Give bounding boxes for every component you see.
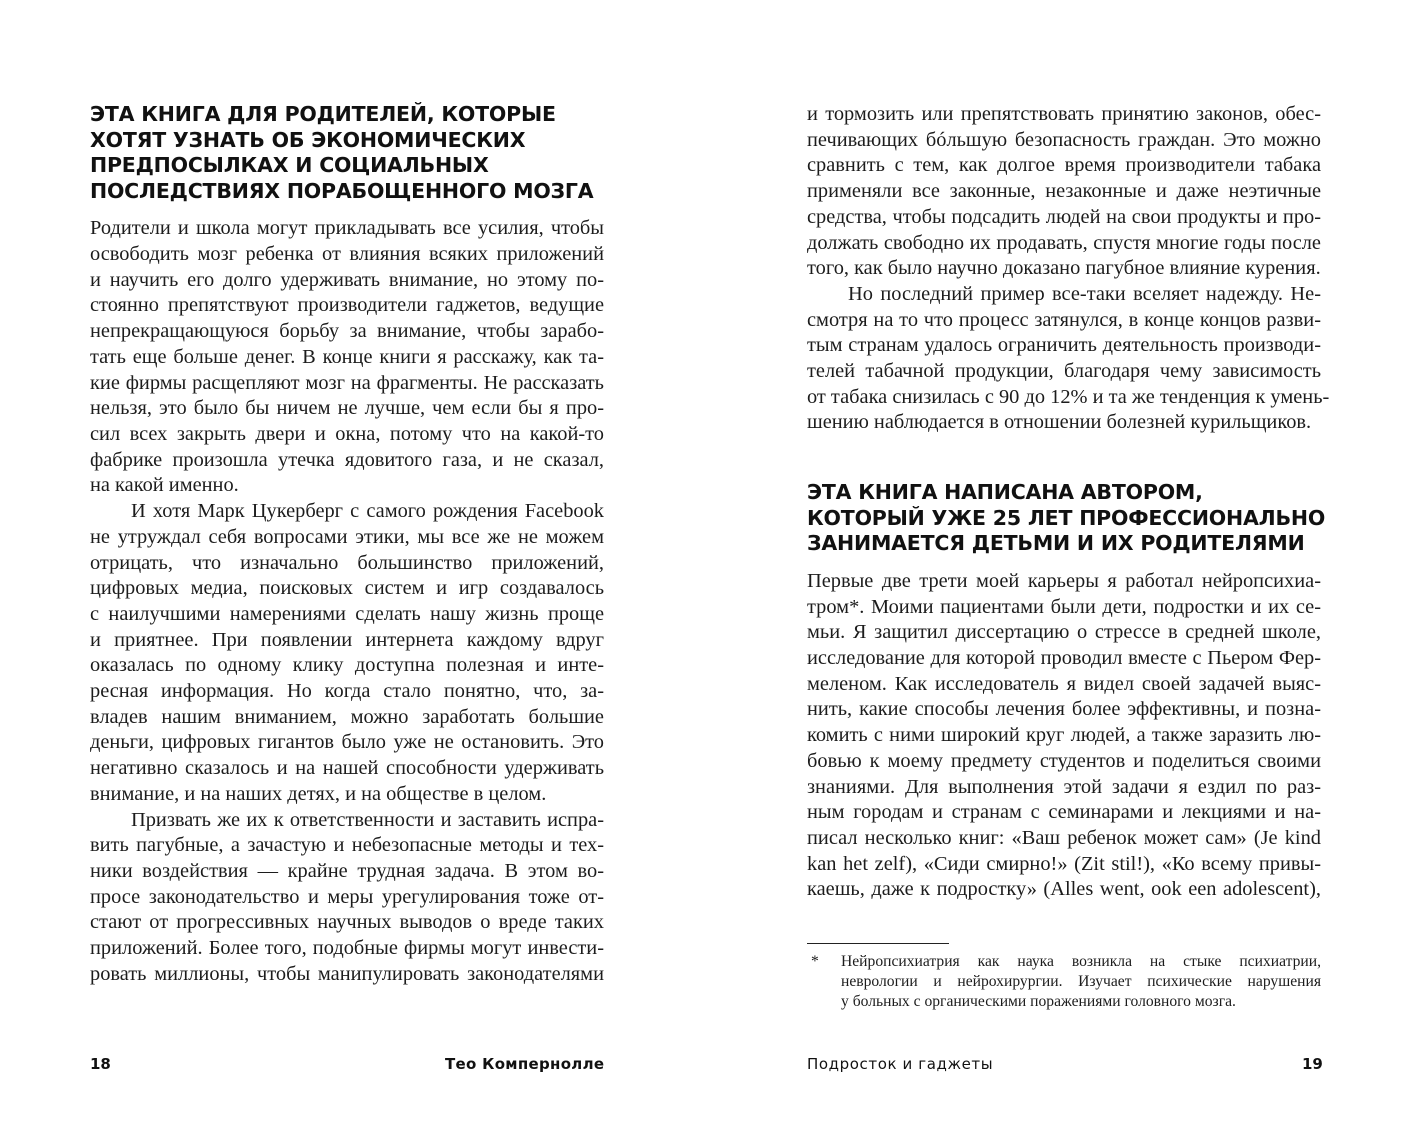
page-number: 19 bbox=[1302, 1055, 1323, 1073]
text-line: от табака снизилась с 90 до 12% и та же тенденция к умень- bbox=[807, 385, 1330, 408]
text-line: приложений. Более того, подобные фирмы могут инвести- bbox=[90, 937, 604, 960]
text-line: сил всех закрыть двери и окна, потому что на какой-то bbox=[90, 423, 604, 445]
text-line: kan het zelf), «Сиди смирно!» (Zit stil!), «Ко всему привы- bbox=[807, 852, 1321, 875]
text-line: на какой именно. bbox=[90, 474, 239, 497]
text-line: фабрике произошла утечка ядовитого газа, и не сказал, bbox=[90, 448, 604, 471]
footnote-line: Нейропсихиатрия как наука возникла на стыке психиатрии, bbox=[841, 953, 1321, 970]
text-line: каешь, даже к подростку» (Alles went, ook een adolescent), bbox=[807, 878, 1321, 901]
text-line: печивающих бóльшую безопасность граждан. Это можно bbox=[807, 128, 1321, 151]
heading-line: ПОСЛЕДСТВИЯХ ПОРАБОЩЕННОГО МОЗГА bbox=[90, 178, 594, 203]
paragraph bbox=[807, 282, 1330, 436]
text-line: Призвать же их к ответственности и заставить испра- bbox=[131, 808, 604, 831]
paragraph bbox=[90, 499, 604, 807]
text-line: стоянно препятствуют производители гаджетов, ведущие bbox=[90, 294, 604, 317]
text-line: нить, какие способы лечения более эффективны, и позна- bbox=[807, 698, 1321, 721]
right-text-column bbox=[807, 102, 1330, 903]
text-line: тром*. Моими пациентами были дети, подростки и их се- bbox=[807, 595, 1321, 618]
text-line: средства, чтобы подсадить людей на свои продукты и про- bbox=[807, 205, 1321, 228]
running-head-author: Тео Компернолле bbox=[445, 1055, 605, 1073]
text-line: знаниями. Для выполнения этой задачи я ездил по раз- bbox=[807, 775, 1321, 798]
text-line: нельзя, это было бы ничем не лучше, чем если бы я про- bbox=[90, 397, 604, 420]
text-line: не утруждал себя вопросами этики, мы все же не можем bbox=[90, 525, 604, 548]
text-line: просе законодательство и меры урегулирования тоже от- bbox=[90, 885, 604, 908]
text-line: телей табачной продукции, благодаря чему зависимость bbox=[807, 360, 1321, 383]
text-line: ровать миллионы, чтобы манипулировать законодателями bbox=[90, 962, 604, 985]
heading-line: ЗАНИМАЕТСЯ ДЕТЬМИ И ИХ РОДИТЕЛЯМИ bbox=[807, 531, 1305, 556]
text-line: И хотя Марк Цукерберг с самого рождения Facebook bbox=[131, 500, 604, 523]
text-line: комить с ними широкий круг людей, а также заразить лю- bbox=[807, 724, 1321, 747]
text-line: Родители и школа могут прикладывать все усилия, чтобы bbox=[90, 217, 604, 240]
section-heading-author bbox=[807, 480, 1326, 557]
text-line: и научить его долго удерживать внимание, но этому по- bbox=[90, 268, 604, 291]
text-line: внимание, и на наших детях, и на обществе в целом. bbox=[90, 782, 547, 805]
heading-line: ПРЕДПОСЫЛКАХ И СОЦИАЛЬНЫХ bbox=[90, 153, 489, 178]
text-line: тым странам удалось ограничить деятельность производи- bbox=[807, 334, 1321, 357]
page-number: 18 bbox=[90, 1055, 111, 1073]
section-heading-parents bbox=[90, 102, 604, 204]
heading-spacer bbox=[807, 436, 1321, 480]
paragraph bbox=[90, 808, 604, 988]
footnote bbox=[807, 952, 1321, 1013]
text-line: исследование для которой проводил вместе с Пьером Фер- bbox=[807, 647, 1321, 670]
text-line: и тормозить или препятствовать принятию законов, обес- bbox=[807, 103, 1321, 125]
text-line: мьи. Я защитил диссертацию о стрессе в средней школе, bbox=[807, 621, 1321, 644]
text-line: ным городам и странам с семинарами и лекциями и на- bbox=[807, 801, 1321, 824]
text-line: освободить мозг ребенка от влияния всяких приложений bbox=[90, 243, 604, 266]
footnote-divider bbox=[807, 943, 949, 944]
text-line: с наилучшими намерениями сделать нашу жизнь проще bbox=[90, 602, 604, 625]
text-line: ники воздействия — крайне трудная задача. В этом во- bbox=[90, 859, 604, 882]
text-line: стают от прогрессивных научных выводов о вреде таких bbox=[90, 911, 604, 934]
left-text-column bbox=[90, 102, 604, 987]
text-line: шению наблюдается в отношении болезней курильщиков. bbox=[807, 411, 1312, 434]
heading-line: ХОТЯТ УЗНАТЬ ОБ ЭКОНОМИЧЕСКИХ bbox=[90, 127, 526, 152]
running-head-title: Подросток и гаджеты bbox=[807, 1055, 994, 1073]
text-line: отрицать, что изначально большинство приложений, bbox=[90, 551, 604, 574]
text-line: писал несколько книг: «Ваш ребенок может сам» (Je kind bbox=[807, 826, 1321, 849]
text-line: должать свободно их продавать, спустя многие годы после bbox=[807, 231, 1321, 254]
text-line: цифровых медиа, поисковых систем и игр создавалось bbox=[90, 577, 604, 600]
heading-line: ЭТА КНИГА ДЛЯ РОДИТЕЛЕЙ, КОТОРЫЕ bbox=[90, 102, 556, 126]
footnote-line: неврологии и нейрохирургии. Изучает психические нарушения bbox=[841, 973, 1321, 991]
text-line: непрекращающуюся борьбу за внимание, чтобы зарабо- bbox=[90, 320, 604, 343]
text-line: деньги, цифровых гигантов было уже не остановить. Это bbox=[90, 731, 604, 754]
heading-line: ЭТА КНИГА НАПИСАНА АВТОРОМ, bbox=[807, 480, 1203, 505]
text-line: меленом. Как исследователь я видел своей задачей выяс- bbox=[807, 672, 1321, 695]
paragraph bbox=[90, 216, 604, 499]
text-line: Первые две трети моей карьеры я работал нейропсихиа- bbox=[807, 569, 1321, 592]
text-line: бовью к моему предмету студентов и поделиться своими bbox=[807, 749, 1321, 772]
footnote-line: у больных с органическими поражениями головного мозга. bbox=[841, 993, 1236, 1011]
text-line: оказалась по одному клику доступна полезная и инте- bbox=[90, 654, 604, 677]
heading-line: КОТОРЫЙ УЖЕ 25 ЛЕТ ПРОФЕССИОНАЛЬНО bbox=[807, 505, 1326, 530]
footnote-asterisk: * bbox=[811, 953, 819, 970]
text-line: смотря на то что процесс затянулся, в конце концов разви- bbox=[807, 308, 1321, 331]
text-line: вить пагубные, а зачастую и небезопасные методы и тех- bbox=[90, 834, 604, 857]
text-line: и приятнее. При появлении интернета каждому вдруг bbox=[90, 628, 604, 651]
text-line: тать еще больше денег. В конце книги я расскажу, как та- bbox=[90, 345, 604, 368]
text-line: ресная информация. Но когда стало понятно, что, за- bbox=[90, 680, 604, 703]
text-line: владев нашим вниманием, можно заработать большие bbox=[90, 705, 604, 728]
text-line: того, как было научно доказано пагубное влияние курения. bbox=[807, 257, 1321, 280]
text-line: применяли все законные, незаконные и даже неэтичные bbox=[807, 180, 1321, 203]
text-line: Но последний пример все-таки вселяет надежду. Не- bbox=[848, 282, 1321, 305]
footnote-text bbox=[841, 952, 1321, 1013]
text-line: негативно сказалось и на нашей способности удерживать bbox=[90, 757, 604, 780]
text-line: кие фирмы расщепляют мозг на фрагменты. Не рассказать bbox=[90, 371, 604, 394]
paragraph bbox=[807, 569, 1321, 903]
text-line: сравнить с тем, как долгое время производители табака bbox=[807, 154, 1321, 177]
right-page bbox=[705, 0, 1410, 1128]
paragraph bbox=[807, 102, 1321, 282]
